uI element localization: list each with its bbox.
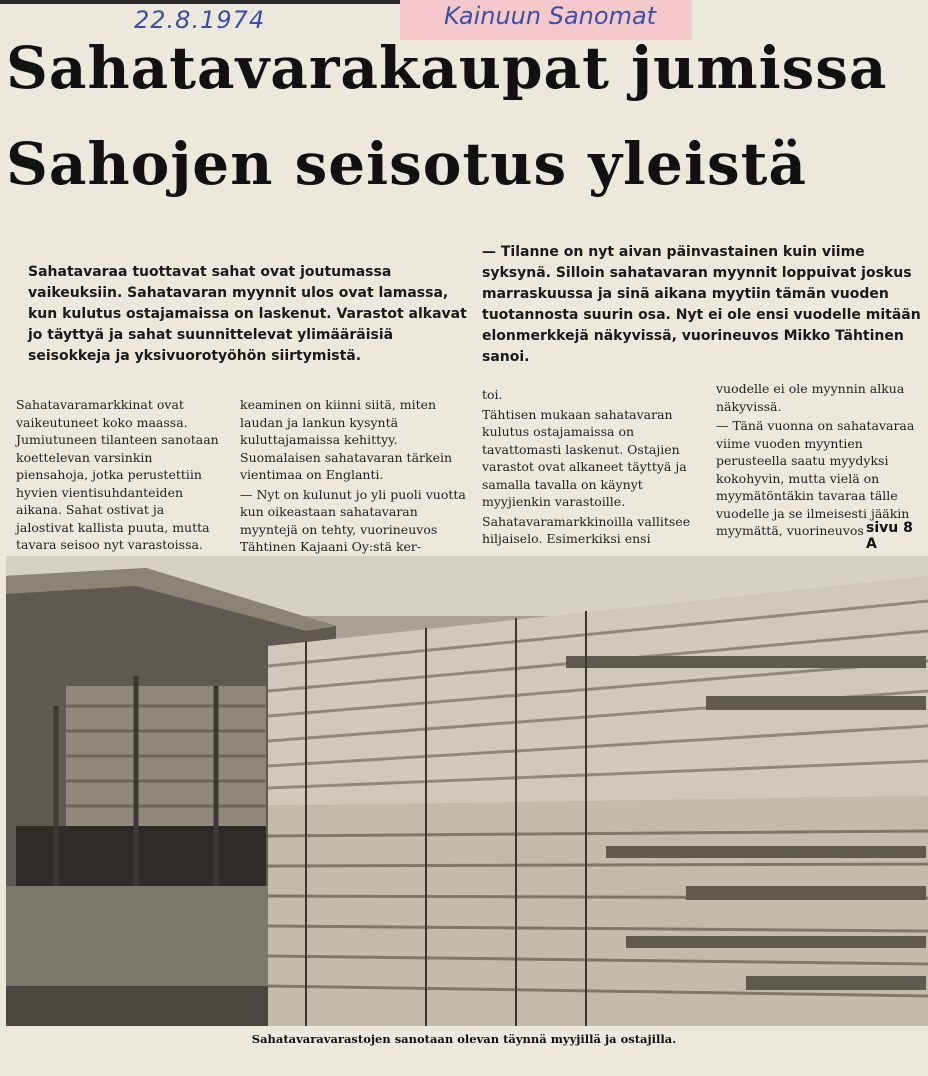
lead-paragraph-right: — Tilanne on nyt aivan päinvastainen kuin viime syksynä. Silloin sahatavaran myynnit loppuivat joskus marraskuussa ja sinä aikana myytiin tämän vuoden tuotannosta suurin osa. Nyt ei ole ensi vuodelle mitään elonmerkkejä näkyvissä, vuorineuvos Mikko Tähtinen sanoi. [482,244,921,365]
lead-paragraph-left: Sahatavaraa tuottavat sahat ovat joutumassa vaikeuksiin. Sahatavaran myynnit ulos ovat lamassa, kun kulutus ostajamaissa on laskenut. Varastot alkavat jo täyttyä ja sahat suunnittelevat ylimääräisiä seisokkeja ja yksivuorotyöhön siirtymistä. [28,264,467,364]
page-reference: sivu 8 A [866,520,913,552]
top-rule [0,0,400,4]
body-paragraph: keaminen on kiinni siitä, miten laudan ja lankun kysyntä kuluttajamaissa kehittyy. Suomalaisen sahatavaran tärkein vientimaa on Englanti. [240,397,453,482]
body-column-4 [716,380,928,542]
lumber-yard-photo [6,556,928,1026]
body-column-2 [240,396,466,558]
headline-line-1: Sahatavarakaupat jumissa [6,34,888,102]
body-paragraph: Tähtisen mukaan sahatavaran kulutus ostajamaissa on tavattomasti laskenut. Ostajien varastot ovat alkaneet täyttyä ja samalla tavalla on käynyt myyjienkin varastoille. [482,406,687,509]
source-note: Kainuun Sanomat [444,2,657,30]
headline-line-2: Sahojen seisotus yleistä [6,130,807,198]
body-paragraph: toi. [482,387,503,402]
body-column-1 [16,396,226,575]
body-paragraph: Sahatavaramarkkinat ovat vaikeutuneet koko maassa. Jumiutuneen tilanteen sanotaan koettelevan varsinkin piensahoja, jotka perustettiin hyvien vientisuhdanteiden aikana. Sahat ostivat ja jalostivat kallista puuta, mutta tavara seisoo nyt varastoissa. [16,397,219,552]
body-paragraph: Sahatavaramarkkinoilla vallitsee hiljaiselo. Esimerkiksi ensi [482,513,691,546]
lumber-stacks-illustration [6,556,928,1026]
body-paragraph: — Nyt on kulunut jo yli puoli vuotta kun oikeastaan sahatavaran myyntejä on tehty, vuorineuvos Tähtinen Kajaani Oy:stä ker- [240,486,466,554]
body-paragraph: — Tänä vuonna on sahatavaraa viime vuoden myyntien perusteella saatu myydyksi kokohyvin, mutta vielä on myymätöntäkin tavaraa tälle vuodelle ja se ilmeisesti jääkin myymättä, vuorineuvos [716,418,915,538]
photo-caption: Sahatavaravarastojen sanotaan olevan täynnä myyjillä ja ostajilla. [251,1032,677,1046]
body-paragraph: vuodelle ei ole myynnin alkua näkyvissä. [716,381,905,414]
handwritten-date: 22.8.1974 [134,6,266,34]
body-column-3 [482,386,702,550]
